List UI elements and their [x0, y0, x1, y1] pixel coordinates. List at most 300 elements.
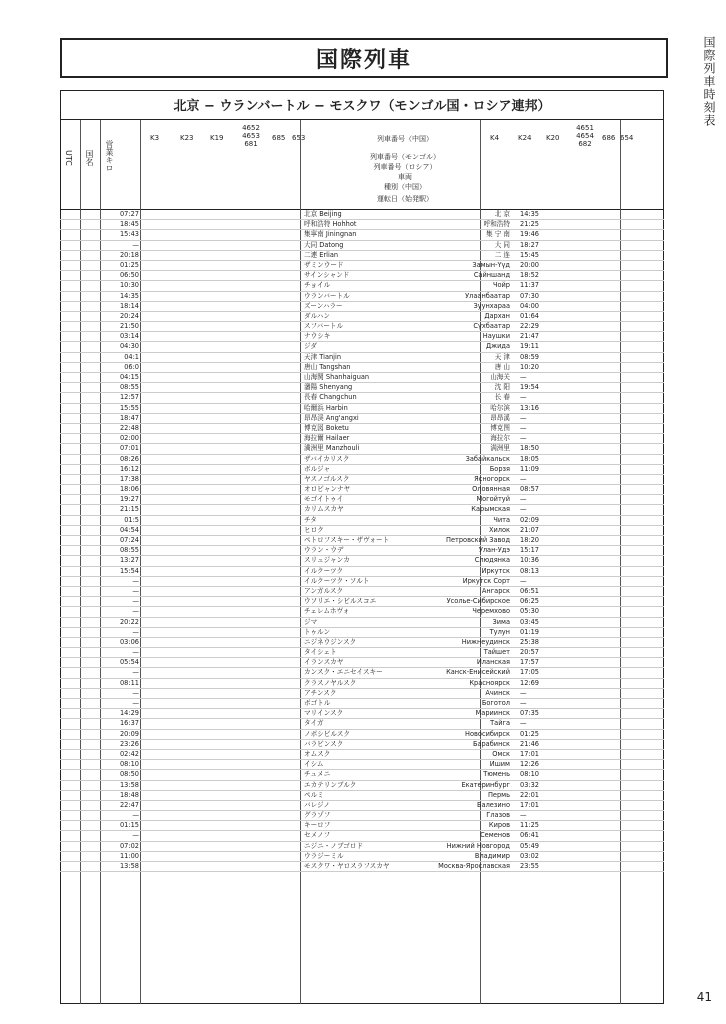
right-time: 18:20: [520, 536, 540, 544]
car-label: 車両: [398, 173, 412, 181]
left-time: 18:48: [119, 790, 139, 799]
right-time: 19:46: [520, 230, 540, 239]
station-native: Омск: [492, 749, 510, 758]
right-time: 17:05: [520, 668, 540, 677]
spacer: [140, 597, 300, 606]
station-name: ペルミ: [304, 790, 324, 799]
station-cell: [300, 709, 514, 718]
spacer: [140, 281, 300, 290]
spacer: [140, 220, 300, 229]
right-time: 15:17: [520, 546, 540, 555]
spacer: [140, 332, 300, 341]
table-row: [60, 811, 664, 821]
spacer: [140, 831, 300, 840]
station-name: カリムスカヤ: [304, 505, 344, 514]
right-time: 08:59: [520, 352, 540, 361]
station-name: ヒロク: [304, 525, 324, 534]
left-time: —: [132, 668, 139, 677]
left-time: 14:29: [119, 709, 139, 718]
right-time: 12:26: [520, 760, 540, 769]
spacer: [140, 210, 300, 219]
spacer: [140, 801, 300, 810]
station-native: 满洲里: [490, 444, 510, 453]
right-time: 03:45: [520, 617, 540, 626]
left-time: 01:25: [119, 260, 139, 269]
left-time: 08:11: [119, 678, 139, 687]
table-row: [60, 312, 664, 322]
station-cell: [300, 292, 514, 301]
station-cell: [300, 770, 514, 779]
table-row: [60, 842, 664, 852]
table-row: [60, 740, 664, 750]
station-native: Зима: [492, 617, 510, 626]
right-time: 18:52: [520, 271, 540, 280]
right-time: 01:25: [520, 729, 540, 738]
station-native: Хилок: [488, 525, 510, 534]
station-name: 海拉爾 Hailaer: [304, 434, 350, 443]
right-time: —: [520, 434, 527, 443]
table-row: [60, 831, 664, 841]
station-cell: [300, 455, 514, 464]
table-row: [60, 332, 664, 342]
table-row: [60, 577, 664, 587]
station-name: イルクーツク・ソルト: [304, 576, 370, 585]
station-native: Новосибирск: [465, 729, 510, 738]
table-row: [60, 801, 664, 811]
left-time: —: [132, 576, 139, 585]
station-name: ズーンハラー: [304, 301, 343, 310]
station-name: イランスカヤ: [304, 658, 344, 667]
station-native: 海拉尔: [490, 434, 510, 443]
table-row: [60, 628, 664, 638]
left-time: 17:38: [119, 474, 139, 483]
station-name: 北京 Beijing: [304, 210, 342, 218]
spacer: [140, 760, 300, 769]
table-row: [60, 821, 664, 831]
table-row: [60, 393, 664, 403]
station-cell: [300, 638, 514, 647]
table-row: [60, 434, 664, 444]
station-native: Борзя: [489, 464, 510, 473]
spacer: [140, 699, 300, 708]
left-time: —: [132, 831, 139, 840]
right-time: —: [520, 423, 527, 432]
station-native: Балезино: [477, 800, 510, 809]
station-name: 天津 Tianjin: [304, 352, 342, 361]
page-title-box: [60, 38, 668, 78]
station-name: アチンスク: [304, 688, 337, 697]
station-name: ジマ: [304, 617, 318, 626]
table-row: [60, 668, 664, 678]
left-time: 18:45: [119, 220, 139, 229]
station-native: Усолье-Сибирское: [446, 597, 510, 606]
spacer: [140, 567, 300, 576]
spacer: [140, 526, 300, 535]
left-time: 06:50: [119, 271, 139, 280]
station-cell: [300, 607, 514, 616]
station-cell: [300, 322, 514, 331]
station-cell: [300, 648, 514, 657]
left-time: 07:24: [119, 536, 139, 544]
station-name: ボルジャ: [304, 464, 331, 473]
right-time: 05:30: [520, 607, 540, 616]
table-row: [60, 485, 664, 495]
spacer: [140, 485, 300, 494]
left-time: 15:55: [119, 403, 139, 412]
table-row: [60, 383, 664, 393]
station-cell: [300, 424, 514, 433]
right-time: 18:27: [520, 240, 540, 249]
station-name: バレジノ: [304, 800, 330, 809]
table-row: [60, 342, 664, 352]
station-name: モスクワ・ヤロスラフスカヤ: [304, 862, 390, 870]
km-header: 営業キロ: [105, 140, 114, 172]
spacer: [140, 516, 300, 525]
station-cell: [300, 760, 514, 769]
left-time: —: [132, 627, 139, 636]
spacer: [140, 730, 300, 739]
station-native: Пермь: [487, 790, 510, 799]
right-time: 11:25: [520, 821, 540, 830]
table-row: [60, 322, 664, 332]
table-row: [60, 709, 664, 719]
train-left-5: 685: [272, 134, 286, 142]
station-name: イシム: [304, 760, 324, 769]
days-label: 運転日（始発駅）: [377, 195, 433, 203]
station-native: 大 同: [494, 240, 510, 249]
station-native: Чойр: [492, 281, 510, 290]
left-time: —: [132, 648, 139, 657]
left-time: 11:00: [119, 851, 139, 860]
spacer: [140, 455, 300, 464]
station-cell: [300, 434, 514, 443]
left-time: 15:43: [119, 230, 139, 239]
train-right-6: 654: [620, 134, 634, 142]
station-name: ザバイカリスク: [304, 454, 350, 463]
table-row: [60, 281, 664, 291]
left-time: 07:02: [119, 841, 139, 850]
table-row: [60, 353, 664, 363]
station-cell: [300, 475, 514, 484]
left-time: —: [132, 811, 139, 820]
left-time: 03:14: [119, 332, 139, 341]
spacer: [140, 658, 300, 667]
left-time: 20:24: [119, 311, 139, 320]
station-native: 博克图: [490, 423, 510, 432]
right-time: 01:64: [520, 311, 540, 320]
station-cell: [300, 628, 514, 637]
right-time: 19:54: [520, 383, 540, 392]
right-time: 03:02: [520, 851, 540, 860]
spacer: [140, 353, 300, 362]
station-native: 长 春: [494, 393, 510, 402]
station-native: Тулун: [489, 627, 510, 636]
right-time: —: [520, 474, 527, 483]
table-row: [60, 862, 664, 872]
table-row: [60, 230, 664, 240]
station-cell: [300, 302, 514, 311]
spacer: [140, 261, 300, 270]
right-time: 06:41: [520, 831, 540, 840]
station-name: タイシェト: [304, 648, 337, 657]
train-no-ru: 列車番号（ロシア）: [373, 163, 437, 171]
station-native: 呼和浩特: [483, 220, 510, 229]
left-time: 04:30: [119, 342, 139, 351]
left-time: 07:01: [119, 444, 139, 453]
left-time: 21:15: [119, 505, 139, 514]
right-time: —: [520, 495, 527, 504]
left-time: 08:50: [119, 770, 139, 779]
station-cell: [300, 536, 514, 545]
right-time: 17:57: [520, 658, 540, 667]
table-row: [60, 424, 664, 434]
station-native: Сүхбаатар: [473, 322, 510, 331]
left-time: 19:27: [119, 495, 139, 504]
table-row: [60, 373, 664, 383]
spacer: [140, 770, 300, 779]
table-row: [60, 760, 664, 770]
station-name: サインシャンド: [304, 271, 350, 280]
station-cell: [300, 730, 514, 739]
left-time: —: [132, 607, 139, 616]
station-cell: [300, 363, 514, 372]
spacer: [140, 689, 300, 698]
table-row: [60, 770, 664, 780]
station-cell: [300, 495, 514, 504]
station-cell: [300, 312, 514, 321]
right-time: 08:13: [520, 566, 540, 575]
train-right-1: K4: [490, 134, 500, 142]
table-row: [60, 536, 664, 546]
left-time: 04:15: [119, 373, 139, 381]
table-row: [60, 750, 664, 760]
station-native: Улан-Удэ: [478, 546, 510, 555]
station-cell: [300, 556, 514, 565]
station-name: 呼和浩特 Hohhot: [304, 220, 357, 229]
station-native: Иланская: [476, 658, 510, 667]
station-name: アンガルスク: [304, 586, 344, 595]
station-cell: [300, 342, 514, 351]
right-time: 21:47: [520, 332, 540, 341]
right-time: 06:25: [520, 597, 540, 606]
spacer: [140, 424, 300, 433]
spacer: [140, 709, 300, 718]
spacer: [140, 811, 300, 820]
station-cell: [300, 444, 514, 453]
table-row: [60, 404, 664, 414]
left-time: 13:27: [119, 556, 139, 565]
station-name: タイガ: [304, 719, 324, 728]
spacer: [140, 434, 300, 443]
station-native: Карымская: [471, 505, 510, 514]
right-time: 21:07: [520, 525, 540, 534]
station-cell: [300, 862, 514, 871]
station-native: Забайкальск: [465, 454, 510, 463]
utc-header: UTC: [64, 150, 73, 166]
station-native: Тайшет: [483, 648, 510, 657]
right-time: 22:29: [520, 322, 540, 331]
train-right-5: 686: [602, 134, 616, 142]
country-header: 国名: [85, 150, 94, 166]
left-time: 03:06: [119, 637, 139, 646]
station-name: オムスク: [304, 749, 331, 758]
station-name: スフバートル: [304, 322, 344, 331]
right-time: 03:32: [520, 780, 540, 789]
station-name: ウラジーミル: [304, 851, 344, 860]
spacer: [140, 791, 300, 800]
left-time: 21:50: [119, 322, 139, 331]
train-left-2: K23: [180, 134, 194, 142]
station-name: イルクーツク: [304, 566, 344, 575]
train-left-3: K19: [210, 134, 224, 142]
station-name: チュメニ: [304, 770, 331, 779]
station-cell: [300, 587, 514, 596]
left-time: 20:09: [119, 729, 139, 738]
table-row: [60, 607, 664, 617]
table-row: [60, 597, 664, 607]
station-name: チェレムホヴォ: [304, 607, 350, 616]
station-name: ウランバートル: [304, 291, 350, 300]
left-time: 22:47: [119, 800, 139, 809]
station-native: Киров: [488, 821, 510, 830]
left-time: 22:48: [119, 423, 139, 432]
spacer: [140, 393, 300, 402]
station-name: ウラン・ウデ: [304, 546, 344, 555]
right-time: 06:51: [520, 586, 540, 595]
spacer: [140, 750, 300, 759]
left-time: 08:26: [119, 454, 139, 463]
type-label: 種別（中国）: [384, 183, 426, 191]
right-time: 10:20: [520, 362, 540, 371]
route-title: 北京 − ウランバートル − モスクワ（モンゴル国・ロシア連邦）: [60, 90, 664, 120]
station-native: 山海关: [490, 373, 510, 381]
spacer: [140, 577, 300, 586]
spacer: [140, 373, 300, 382]
spacer: [140, 862, 300, 871]
station-name: 博克図 Boketu: [304, 423, 349, 432]
right-time: —: [520, 393, 527, 402]
station-cell: [300, 546, 514, 555]
station-native: Ангарск: [481, 586, 510, 595]
spacer: [140, 842, 300, 851]
left-time: 13:58: [119, 780, 139, 789]
station-name: 満洲里 Manzhouli: [304, 444, 360, 453]
station-cell: [300, 801, 514, 810]
table-row: [60, 526, 664, 536]
spacer: [140, 668, 300, 677]
station-native: 天 津: [494, 352, 510, 361]
station-name: ナウシキ: [304, 332, 331, 341]
station-name: グラゾフ: [304, 811, 331, 820]
station-native: Барабинск: [472, 739, 510, 748]
left-time: 05:54: [119, 658, 139, 667]
table-row: [60, 556, 664, 566]
station-native: Зуунхараа: [473, 301, 510, 310]
station-name: 集寧南 Jiningnan: [304, 230, 357, 239]
station-name: 昂昂渓 Ang'angxi: [304, 413, 359, 422]
spacer: [140, 607, 300, 616]
table-row: [60, 505, 664, 515]
spacer: [140, 556, 300, 565]
station-native: Глазов: [486, 811, 510, 820]
left-time: 06:0: [124, 362, 139, 371]
station-name: ノボシビルスク: [304, 729, 350, 738]
left-time: 16:12: [119, 464, 139, 473]
station-cell: [300, 393, 514, 402]
left-time: 07:27: [119, 210, 139, 218]
right-time: 23:55: [520, 862, 540, 870]
station-name: 二連 Erlian: [304, 250, 339, 259]
table-row: [60, 791, 664, 801]
left-time: 02:42: [119, 749, 139, 758]
station-native: Семенов: [480, 831, 510, 840]
left-time: 13:58: [119, 862, 139, 870]
right-time: —: [520, 719, 527, 728]
station-native: Нижний Новгород: [446, 841, 510, 850]
station-native: Дархан: [484, 311, 510, 320]
left-time: 18:47: [119, 413, 139, 422]
right-time: —: [520, 373, 527, 381]
right-time: 07:35: [520, 709, 540, 718]
right-time: 07:30: [520, 291, 540, 300]
table-row: [60, 658, 664, 668]
spacer: [140, 495, 300, 504]
right-time: 19:11: [520, 342, 540, 351]
station-name: 哈爾浜 Harbin: [304, 403, 348, 412]
spacer: [140, 587, 300, 596]
station-cell: [300, 353, 514, 362]
left-time: 23:26: [119, 739, 139, 748]
station-name: チタ: [304, 515, 317, 524]
right-time: 22:01: [520, 790, 540, 799]
spacer: [140, 271, 300, 280]
right-time: 18:05: [520, 454, 540, 463]
left-time: 02:00: [119, 434, 139, 443]
station-native: Ясногорск: [474, 474, 510, 483]
left-time: 08:55: [119, 383, 139, 392]
spacer: [140, 740, 300, 749]
station-name: ダルハン: [304, 311, 330, 320]
spacer: [140, 230, 300, 239]
table-row: [60, 241, 664, 251]
station-native: Иркутск: [481, 566, 510, 575]
station-cell: [300, 821, 514, 830]
station-name: トゥルン: [304, 627, 331, 636]
station-native: Ачинск: [485, 688, 510, 697]
station-cell: [300, 383, 514, 392]
station-name: カンスク・エニセイスキー: [304, 668, 383, 677]
right-time: —: [520, 576, 527, 585]
page-title: 国際列車: [315, 47, 412, 73]
station-name: ウソリエ・シビルスコエ: [304, 597, 377, 606]
table-row: [60, 302, 664, 312]
spacer: [140, 292, 300, 301]
left-time: 20:22: [119, 617, 139, 626]
table-row: [60, 638, 664, 648]
right-time: 08:57: [520, 485, 540, 494]
table-row: [60, 699, 664, 709]
table-row: [60, 292, 664, 302]
station-native: Канск-Енисейский: [446, 668, 510, 677]
spacer: [140, 363, 300, 372]
right-time: 15:45: [520, 250, 540, 259]
station-cell: [300, 567, 514, 576]
station-name: ニジニ・ノブゴロド: [304, 841, 364, 850]
station-cell: [300, 230, 514, 239]
left-time: 04:54: [119, 525, 139, 534]
table-row: [60, 689, 664, 699]
right-time: 11:37: [520, 281, 540, 290]
